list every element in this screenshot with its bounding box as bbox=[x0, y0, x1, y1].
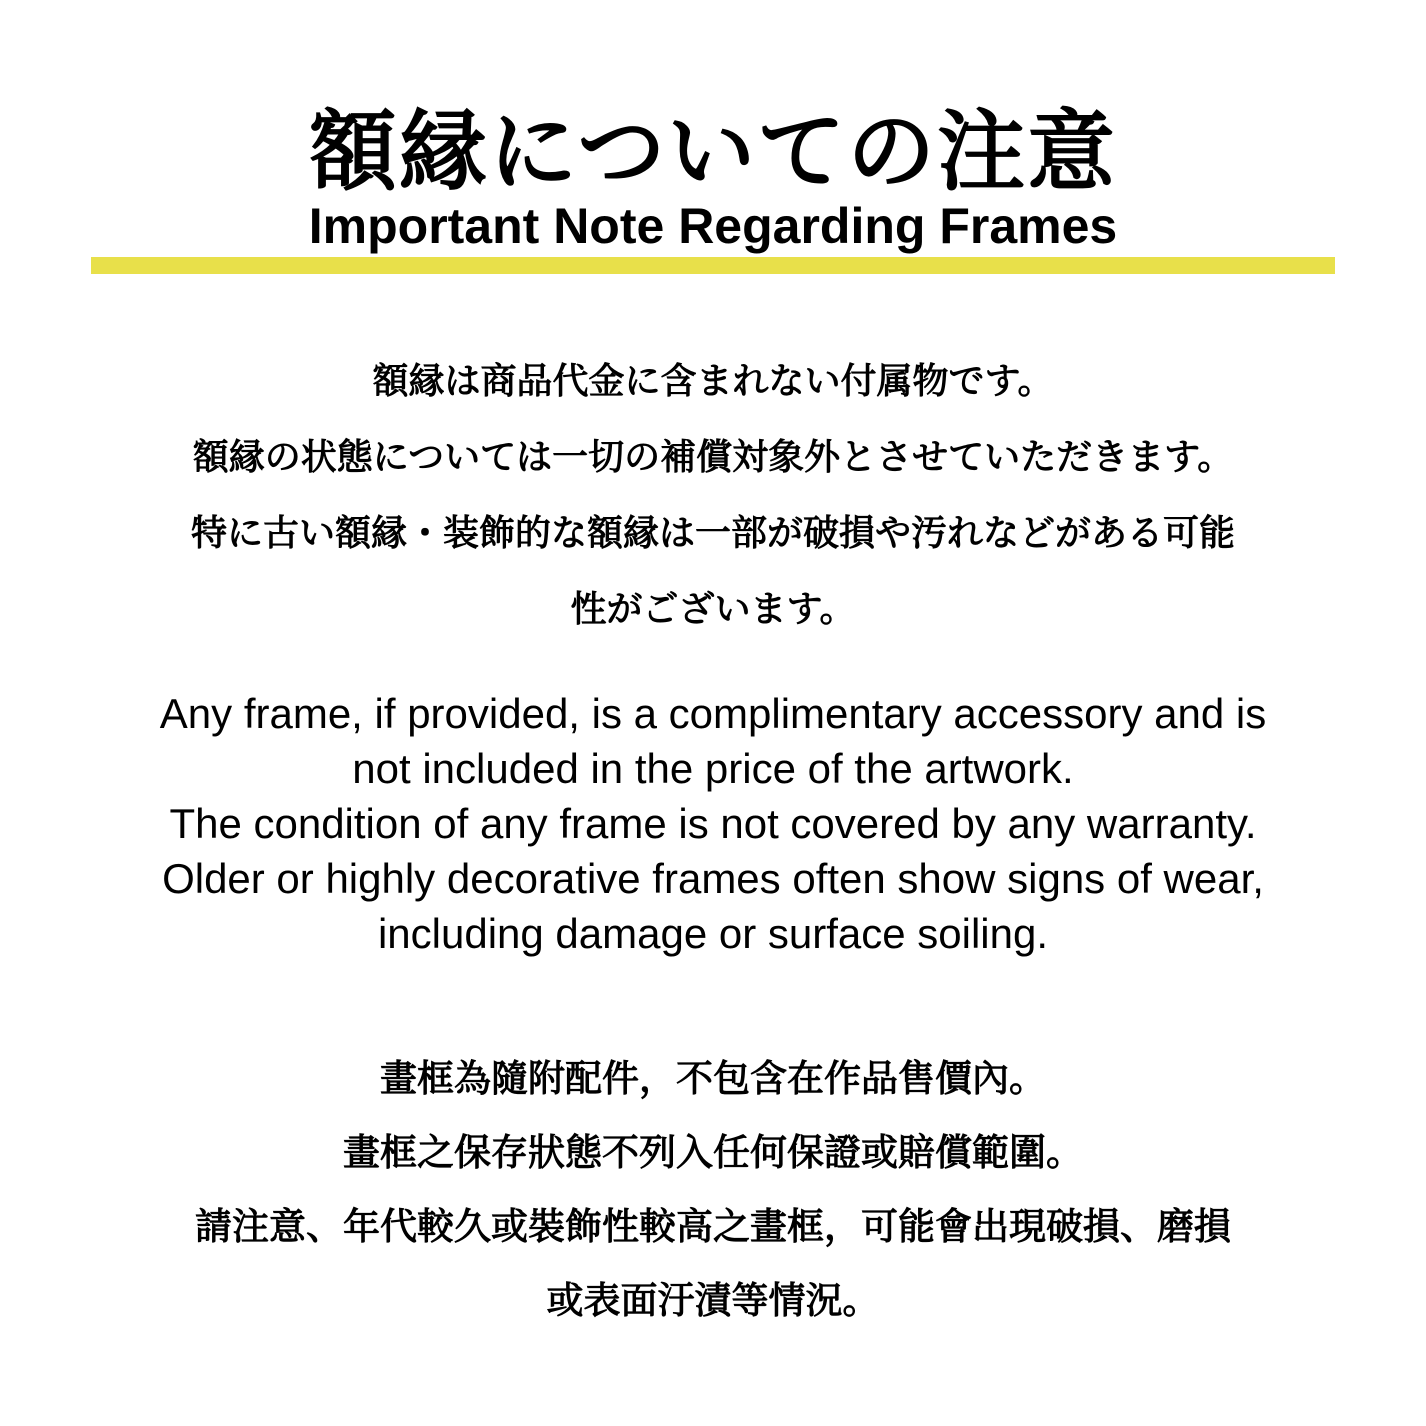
page-title-japanese: 額縁についての注意 bbox=[308, 100, 1118, 203]
chinese-notice-line: 畫框為隨附配件，不包含在作品售價內。 bbox=[380, 1057, 1046, 1100]
english-notice-line: Older or highly decorative frames often show signs of wear, bbox=[162, 855, 1264, 902]
chinese-notice-line: 請注意、年代較久或裝飾性較高之畫框，可能會出現破損、磨損 bbox=[195, 1205, 1231, 1248]
english-notice-line: Any frame, if provided, is a complimentary accessory and is bbox=[159, 690, 1267, 737]
japanese-notice-line: 特に古い額縁・装飾的な額縁は一部が破損や汚れなどがある可能 bbox=[190, 513, 1235, 554]
english-notice bbox=[0, 686, 1426, 961]
english-notice-line: The condition of any frame is not covered by any warranty. bbox=[169, 800, 1257, 847]
page-title-english: Important Note Regarding Frames bbox=[308, 198, 1118, 254]
japanese-notice-line: 額縁は商品代金に含まれない付属物です。 bbox=[372, 361, 1054, 402]
chinese-notice bbox=[0, 1050, 1426, 1346]
chinese-notice-line: 畫框之保存狀態不列入任何保證或賠償範圍。 bbox=[343, 1131, 1083, 1174]
japanese-notice-line: 性がございます。 bbox=[570, 589, 856, 630]
japanese-notice bbox=[0, 352, 1426, 656]
chinese-notice-line: 或表面汙漬等情況。 bbox=[546, 1279, 880, 1322]
title-underline-divider bbox=[91, 257, 1335, 274]
english-notice-line: including damage or surface soiling. bbox=[377, 910, 1049, 957]
english-notice-line: not included in the price of the artwork. bbox=[352, 745, 1074, 792]
japanese-notice-line: 額縁の状態については一切の補償対象外とさせていただきます。 bbox=[192, 437, 1234, 478]
